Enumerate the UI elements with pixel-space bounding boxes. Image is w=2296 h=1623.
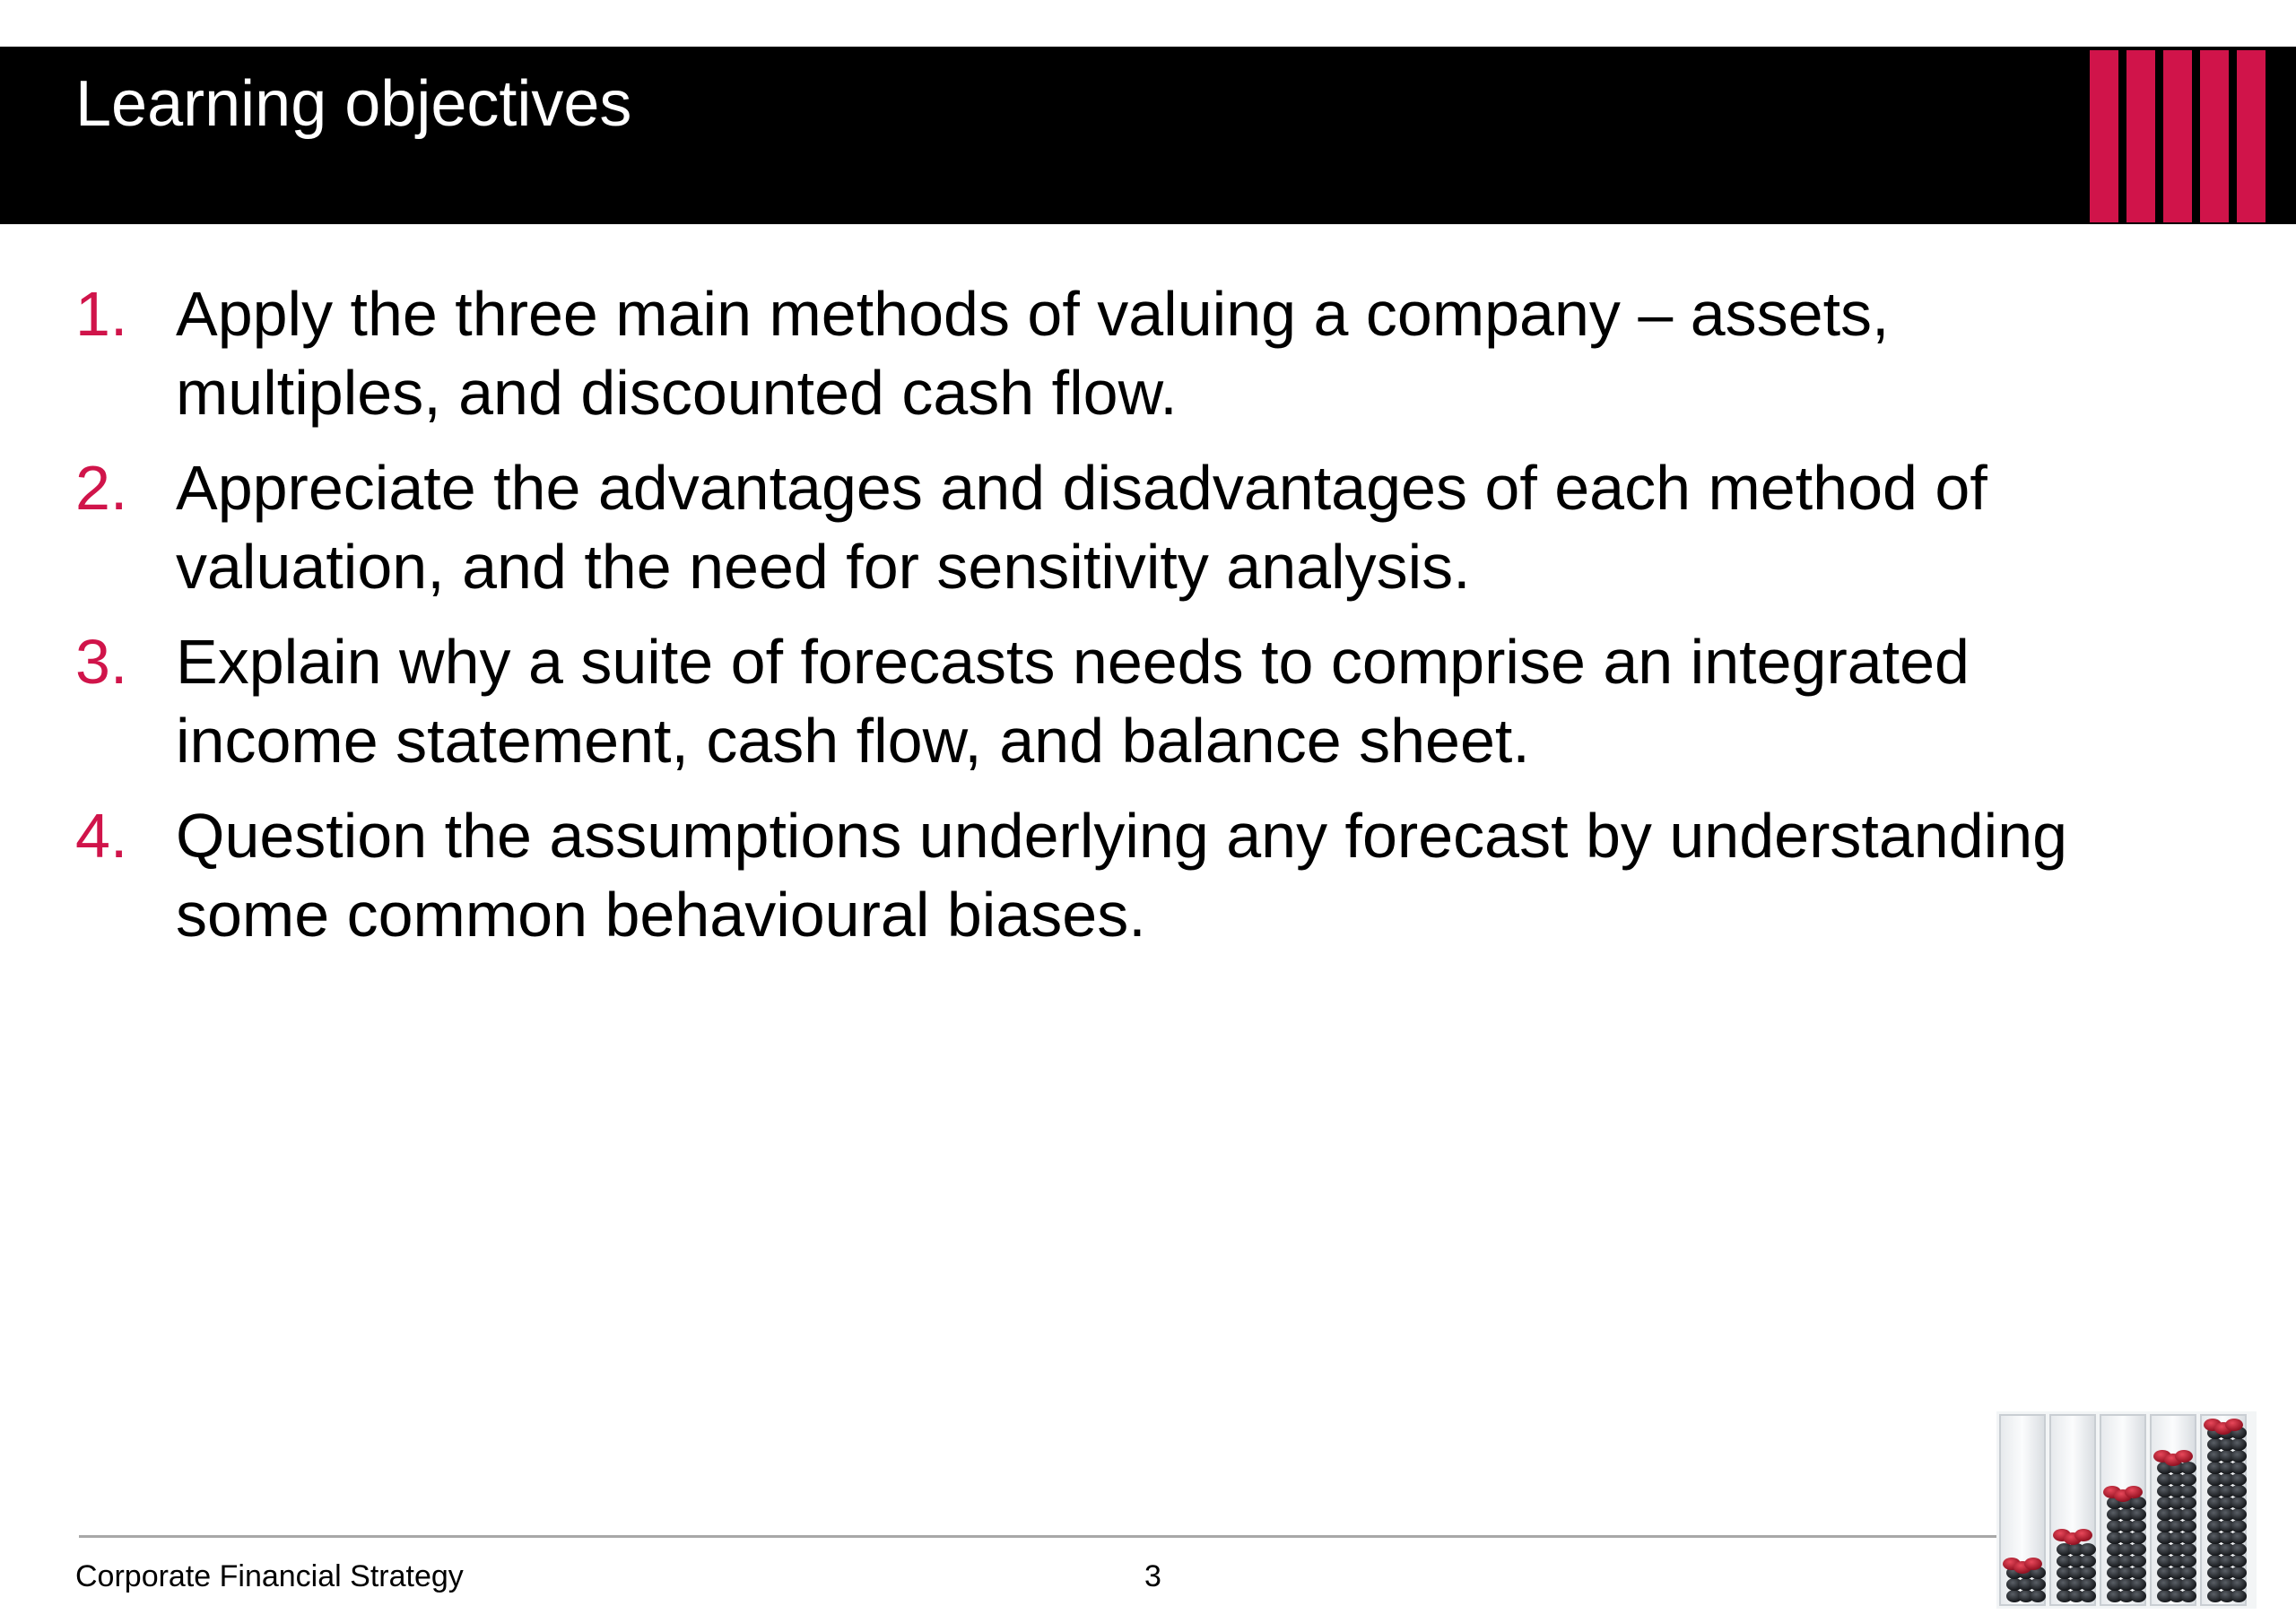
objective-text-line: multiples, and discounted cash flow. [176,358,1178,428]
stripe [2126,50,2155,222]
objective-item [75,274,2174,432]
stripe [2200,50,2229,222]
footer-divider [79,1535,1998,1538]
objective-text-line: income statement, cash flow, and balance sheet. [176,706,1530,776]
objective-number: 3. [75,627,128,697]
objective-text-line: valuation, and the need for sensitivity analysis. [176,532,1471,602]
objective-text-line: Explain why a suite of forecasts needs to comprise an integrated [176,627,1970,697]
objective-item [75,796,2174,954]
objective-number: 2. [75,453,128,523]
objective-item [75,622,2174,780]
learning-objectives-list [75,274,2174,970]
objective-text-line: Appreciate the advantages and disadvantages of each method of [176,453,1987,523]
objective-text-line: Question the assumptions underlying any forecast by understanding [176,801,2068,871]
objective-item [75,448,2174,606]
slide-title: Learning objectives [75,68,632,140]
objective-text-line: Apply the three main methods of valuing a company – assets, [176,279,1890,349]
stripe [2237,50,2266,222]
glass-tubes-icon [1996,1411,2257,1609]
stripe [2163,50,2192,222]
objective-number: 1. [75,279,128,349]
objective-text-line: some common behavioural biases. [176,880,1146,950]
red-stripes-icon [2090,50,2266,222]
footer-course-title: Corporate Financial Strategy [75,1559,464,1593]
stripe [2090,50,2118,222]
objective-number: 4. [75,801,128,871]
page-number: 3 [1144,1559,1161,1593]
